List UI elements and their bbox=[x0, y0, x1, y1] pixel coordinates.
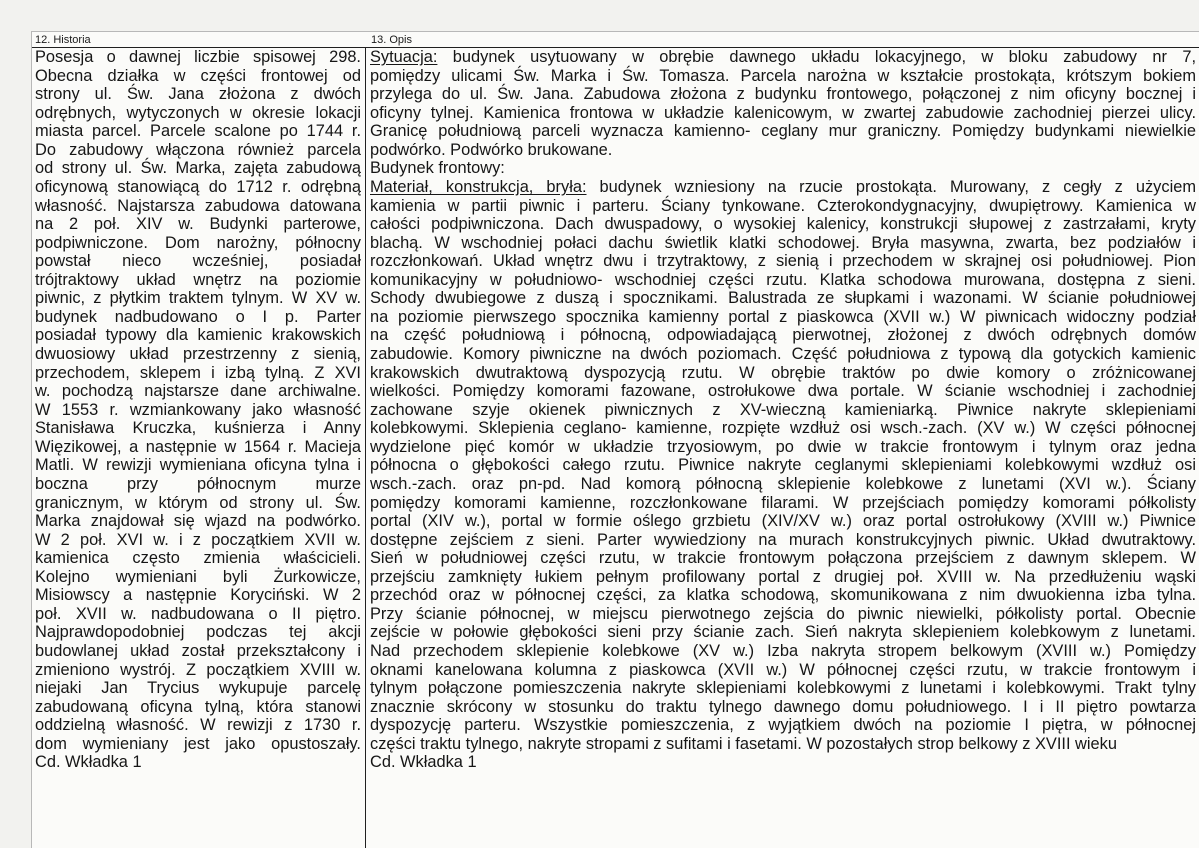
text-line: własność. Najstarsza zabudowa datowana bbox=[35, 196, 361, 215]
text-line: Do zabudowy włączona również parcela bbox=[35, 140, 361, 159]
section-heading-historia: 12. Historia bbox=[35, 34, 91, 46]
opis-text bbox=[370, 48, 1196, 772]
text-line: Najprawdopodobniej podczas tej akcji bbox=[35, 623, 361, 642]
text-line: dyspozycję parteru. Wszystkie pomieszczenia, z wyjątkiem dwóch na poziomie I piętra, w północnej bbox=[370, 716, 1196, 735]
text-line: przylega do ul. Św. Jana. Zabudowa złożona z budynku frontowego, połączonej z nim oficyny bocznej i bbox=[370, 85, 1196, 104]
text-line: od strony ul. Św. Marka, zajęta zabudową bbox=[35, 159, 361, 178]
text-line: boczna przy północnym murze bbox=[35, 474, 361, 493]
text-line: Obecna działka w części frontowej od bbox=[35, 66, 361, 85]
text-line: posiadał typowy dla kamienic krakowskich bbox=[35, 326, 361, 345]
text-line: Granicę południową parceli wyznacza kamienno- ceglany mur graniczny. Pomiędzy budynkami niewielkie bbox=[370, 122, 1196, 141]
text-line: Przy ścianie północnej, w miejscu pierwotnego zejścia do piwnic niewielki, półkolisty portal. Obecnie bbox=[370, 604, 1196, 623]
text-line: oknami kanelowana kolumna z piaskowca (XVII w.) W północnej części rzutu, w trakcie frontowym i bbox=[370, 660, 1196, 679]
text-line: przechód oraz w północnej części, za klatka schodową, skomunikowana z nim dwuokienna izba tylna. bbox=[370, 586, 1196, 605]
text-line: w. pochodzą najstarsze dane archiwalne. bbox=[35, 382, 361, 401]
text-line: oficynową stanowiącą do 1712 r. odrębną bbox=[35, 177, 361, 196]
text-line: wsch.-zach. oraz pn-pd. Nad komorą północną sklepienie kolebkowe z lunetami (XVI w.). Ściany bbox=[370, 474, 1196, 493]
text-line: komunikacyjny w południowo- wschodniej części rzutu. Klatka schodowa murowana, dostępna z sieni. bbox=[370, 270, 1196, 289]
text-line: rozczłonkowań. Układ wnętrz dwu i trzytraktowy, z sienią i przechodem w skrajnej osi południowej. Pion bbox=[370, 252, 1196, 271]
text-line: budowlanej układ został przekształcony i bbox=[35, 642, 361, 660]
label-material: Materiał, konstrukcja, bryła: bbox=[370, 177, 587, 196]
text-line: dom wymieniany jest jako opustoszały. bbox=[35, 734, 361, 753]
text-line: W 2 poł. XVI w. i z początkiem XVII w. bbox=[35, 530, 361, 549]
text-line: powstał nieco wcześniej, posiadał bbox=[35, 252, 361, 271]
text-line: oficyny tylnej. Kamienica frontowa w układzie kalenicowym, w zwartej zabudowie zachodniej pierzei ulicy. bbox=[370, 103, 1196, 122]
section-heading-opis: 13. Opis bbox=[371, 34, 412, 46]
text-line: granicznym, w którym od strony ul. Św. bbox=[35, 493, 361, 512]
text-line: wydzielone pięć komór w układzie trzyosiowym, po dwie w trakcie frontowym i tylnym oraz jedna bbox=[370, 437, 1196, 456]
text-line: niejaki Jan Trycius wykupuje parcelę bbox=[35, 679, 361, 698]
text-line: Posesja o dawnej liczbie spisowej 298. bbox=[35, 48, 361, 66]
text-line: portal (XIV w.), portal w formie oślego grzbietu (XIV/XV w.) oraz portal ostrołukowy (XVIII w.) Piwnice bbox=[370, 512, 1196, 531]
text-line: na 2 poł. XIV w. Budynki parterowe, bbox=[35, 215, 361, 234]
text-line: Nad przechodem sklepienie kolebkowe (XV w.) Izba nakryta stropem belkowym (XVIII w.) Pomiędzy bbox=[370, 642, 1196, 660]
text-line: dwuosiowy układ przestrzenny z sienią, bbox=[35, 345, 361, 363]
text-line: piwnic, z płytkim traktem tylnym. W XV w. bbox=[35, 289, 361, 308]
text-line: kolebkowymi. Sklepienia ceglano- kamienne, rozpięte wzdłuż osi wsch.-zach. (XV w.) W części północnej bbox=[370, 419, 1196, 438]
text-line: W 1553 r. wzmiankowany jako własność bbox=[35, 400, 361, 419]
text-line: Schody dwubiegowe z duszą i spocznikami. Balustrada ze słupkami i wazonami. W ścianie południowej bbox=[370, 289, 1196, 308]
historia-text bbox=[35, 48, 361, 772]
text-line: strony ul. Św. Jana złożona z dwóch bbox=[35, 85, 361, 104]
text-line: zabudowie. Komory piwniczne na dwóch poziomach. Część południowa z typową dla gotyckich kamienic bbox=[370, 345, 1196, 363]
text-line: dostępne zejściem z sieni. Parter wywiedziony na murach konstrukcyjnych piwnic. Układ dwutraktowy. bbox=[370, 530, 1196, 549]
text-line: miasta parcel. Parcele scalone po 1744 r. bbox=[35, 122, 361, 141]
label-sytuacja: Sytuacja: bbox=[370, 48, 438, 66]
text-line: Marka znajdował się wjazd na podwórko. bbox=[35, 512, 361, 531]
text-line: Kolejno wymieniani byli Żurkowicze, bbox=[35, 567, 361, 586]
text-line: Misiowscy a następnie Koryciński. W 2 bbox=[35, 586, 361, 605]
text-line: kamienica często zmienia właścicieli. bbox=[35, 549, 361, 568]
text-line: Więzikowej, a następnie w 1564 r. Macieja bbox=[35, 437, 361, 456]
text-line: budynek nadbudowano o I p. Parter bbox=[35, 307, 361, 326]
subheading-budynek-frontowy: Budynek frontowy: bbox=[370, 159, 505, 178]
text-line: krakowskich dwutraktową dyspozycją rzutu. W obrębie traktów po dwie komory o zróżnicowanej bbox=[370, 363, 1196, 382]
column-divider bbox=[365, 47, 366, 848]
text-line: pomiędzy komorami kamienne, rozczłonkowane filarami. W przejściach pomiędzy komorami półkolisty bbox=[370, 493, 1196, 512]
text-line: blachą. W wschodniej połaci dachu świetlik klatki schodowej. Bryła masywna, zwarta, bez podziałów i bbox=[370, 233, 1196, 252]
text-line: przechodem, sklepem i izbą tylną. Z XVI bbox=[35, 363, 361, 382]
text-line: kamienia w partii piwnic i parteru. Ściany tynkowane. Czterokondygnacyjny, dwupiętrowy. Kamienica w bbox=[370, 196, 1196, 215]
text-line: zabudowaną oficyna tylną, która stanowi bbox=[35, 697, 361, 716]
text-line: trójtraktowy układ wnętrz na poziomie bbox=[35, 270, 361, 289]
text-line: podpiwniczone. Dom narożny, północny bbox=[35, 233, 361, 252]
text-line: zejście w połowie głębokości sieni przy ścianie zach. Sień nakryta sklepieniem kolebkowym z lunetami. bbox=[370, 623, 1196, 642]
continuation-note: Cd. Wkładka 1 bbox=[35, 753, 142, 772]
text-line: znacznie skrócony w stosunku do traktu tylnego dawnego domu południowego. I i II piętro powtarza bbox=[370, 697, 1196, 716]
text-line: Matli. W rewizji wymieniana oficyna tylna i bbox=[35, 456, 361, 475]
text-line: odrębnych, wytyczonych w okresie lokacji bbox=[35, 103, 361, 122]
text-line: na poziomie pierwszego spocznika kamienny portal z piaskowca (XVII w.) W piwnicach widoczny podział bbox=[370, 307, 1196, 326]
text-line: podwórko. Podwórko brukowane. bbox=[370, 140, 613, 159]
text-line: części traktu tylnego, nakryte stropami z sufitami i fasetami. W pozostałych strop belkowy z XVIII wieku bbox=[370, 734, 1117, 753]
text-line: poł. XVII w. nadbudowana o II piętro. bbox=[35, 604, 361, 623]
text-line: Sytuacja: budynek usytuowany w obrębie dawnego układu lokacyjnego, w bloku zabudowy nr 7, bbox=[370, 48, 1196, 66]
document-form bbox=[31, 31, 1199, 848]
text-line: oddzielną własność. W rewizji z 1730 r. bbox=[35, 716, 361, 735]
text-line: zachowane szyje okienek piwnicznych z XV-wieczną kamieniarką. Piwnice nakryte sklepieniami bbox=[370, 400, 1196, 419]
text-line: wielkości. Pomiędzy komorami fazowane, ostrołukowe dwa portale. W ścianie wschodniej i zachodniej bbox=[370, 382, 1196, 401]
continuation-note: Cd. Wkładka 1 bbox=[370, 753, 477, 772]
text-line: na część południową i północną, odpowiadającą pierwotnej, złożonej z dwóch odrębnych domów bbox=[370, 326, 1196, 345]
text-line: całości podpiwniczona. Dach dwuspadowy, o wysokiej kalenicy, konstrukcji słupowej z zastrzałami, kryty bbox=[370, 215, 1196, 234]
text-line: północna o głębokości całego rzutu. Piwnice nakryte ceglanymi sklepieniami kolebkowymi wzdłuż osi bbox=[370, 456, 1196, 475]
text-line: pomiędzy ulicami Św. Marka i Św. Tomasza. Parcela narożna w kształcie prostokąta, krótszym bokiem bbox=[370, 66, 1196, 85]
text-line: przejściu zamknięty łukiem pełnym profilowany portal z drugiej poł. XVIII w. Na przedłużeniu wąski bbox=[370, 567, 1196, 586]
text-line: Materiał, konstrukcja, bryła: budynek wzniesiony na rzucie prostokąta. Murowany, z cegły z użyciem bbox=[370, 177, 1196, 196]
text-line: tylnym połączone pomieszczenia nakryte sklepieniami kolebkowymi z lunetami i kolebkowymi. Trakt tylny bbox=[370, 679, 1196, 698]
text-line: Sień w południowej części rzutu, w trakcie frontowym połączona przejściem z dawnym sklepem. W bbox=[370, 549, 1196, 568]
text-line: zmieniono wystrój. Z początkiem XVIII w. bbox=[35, 660, 361, 679]
text-line: Stanisława Kruczka, kuśnierza i Anny bbox=[35, 419, 361, 438]
